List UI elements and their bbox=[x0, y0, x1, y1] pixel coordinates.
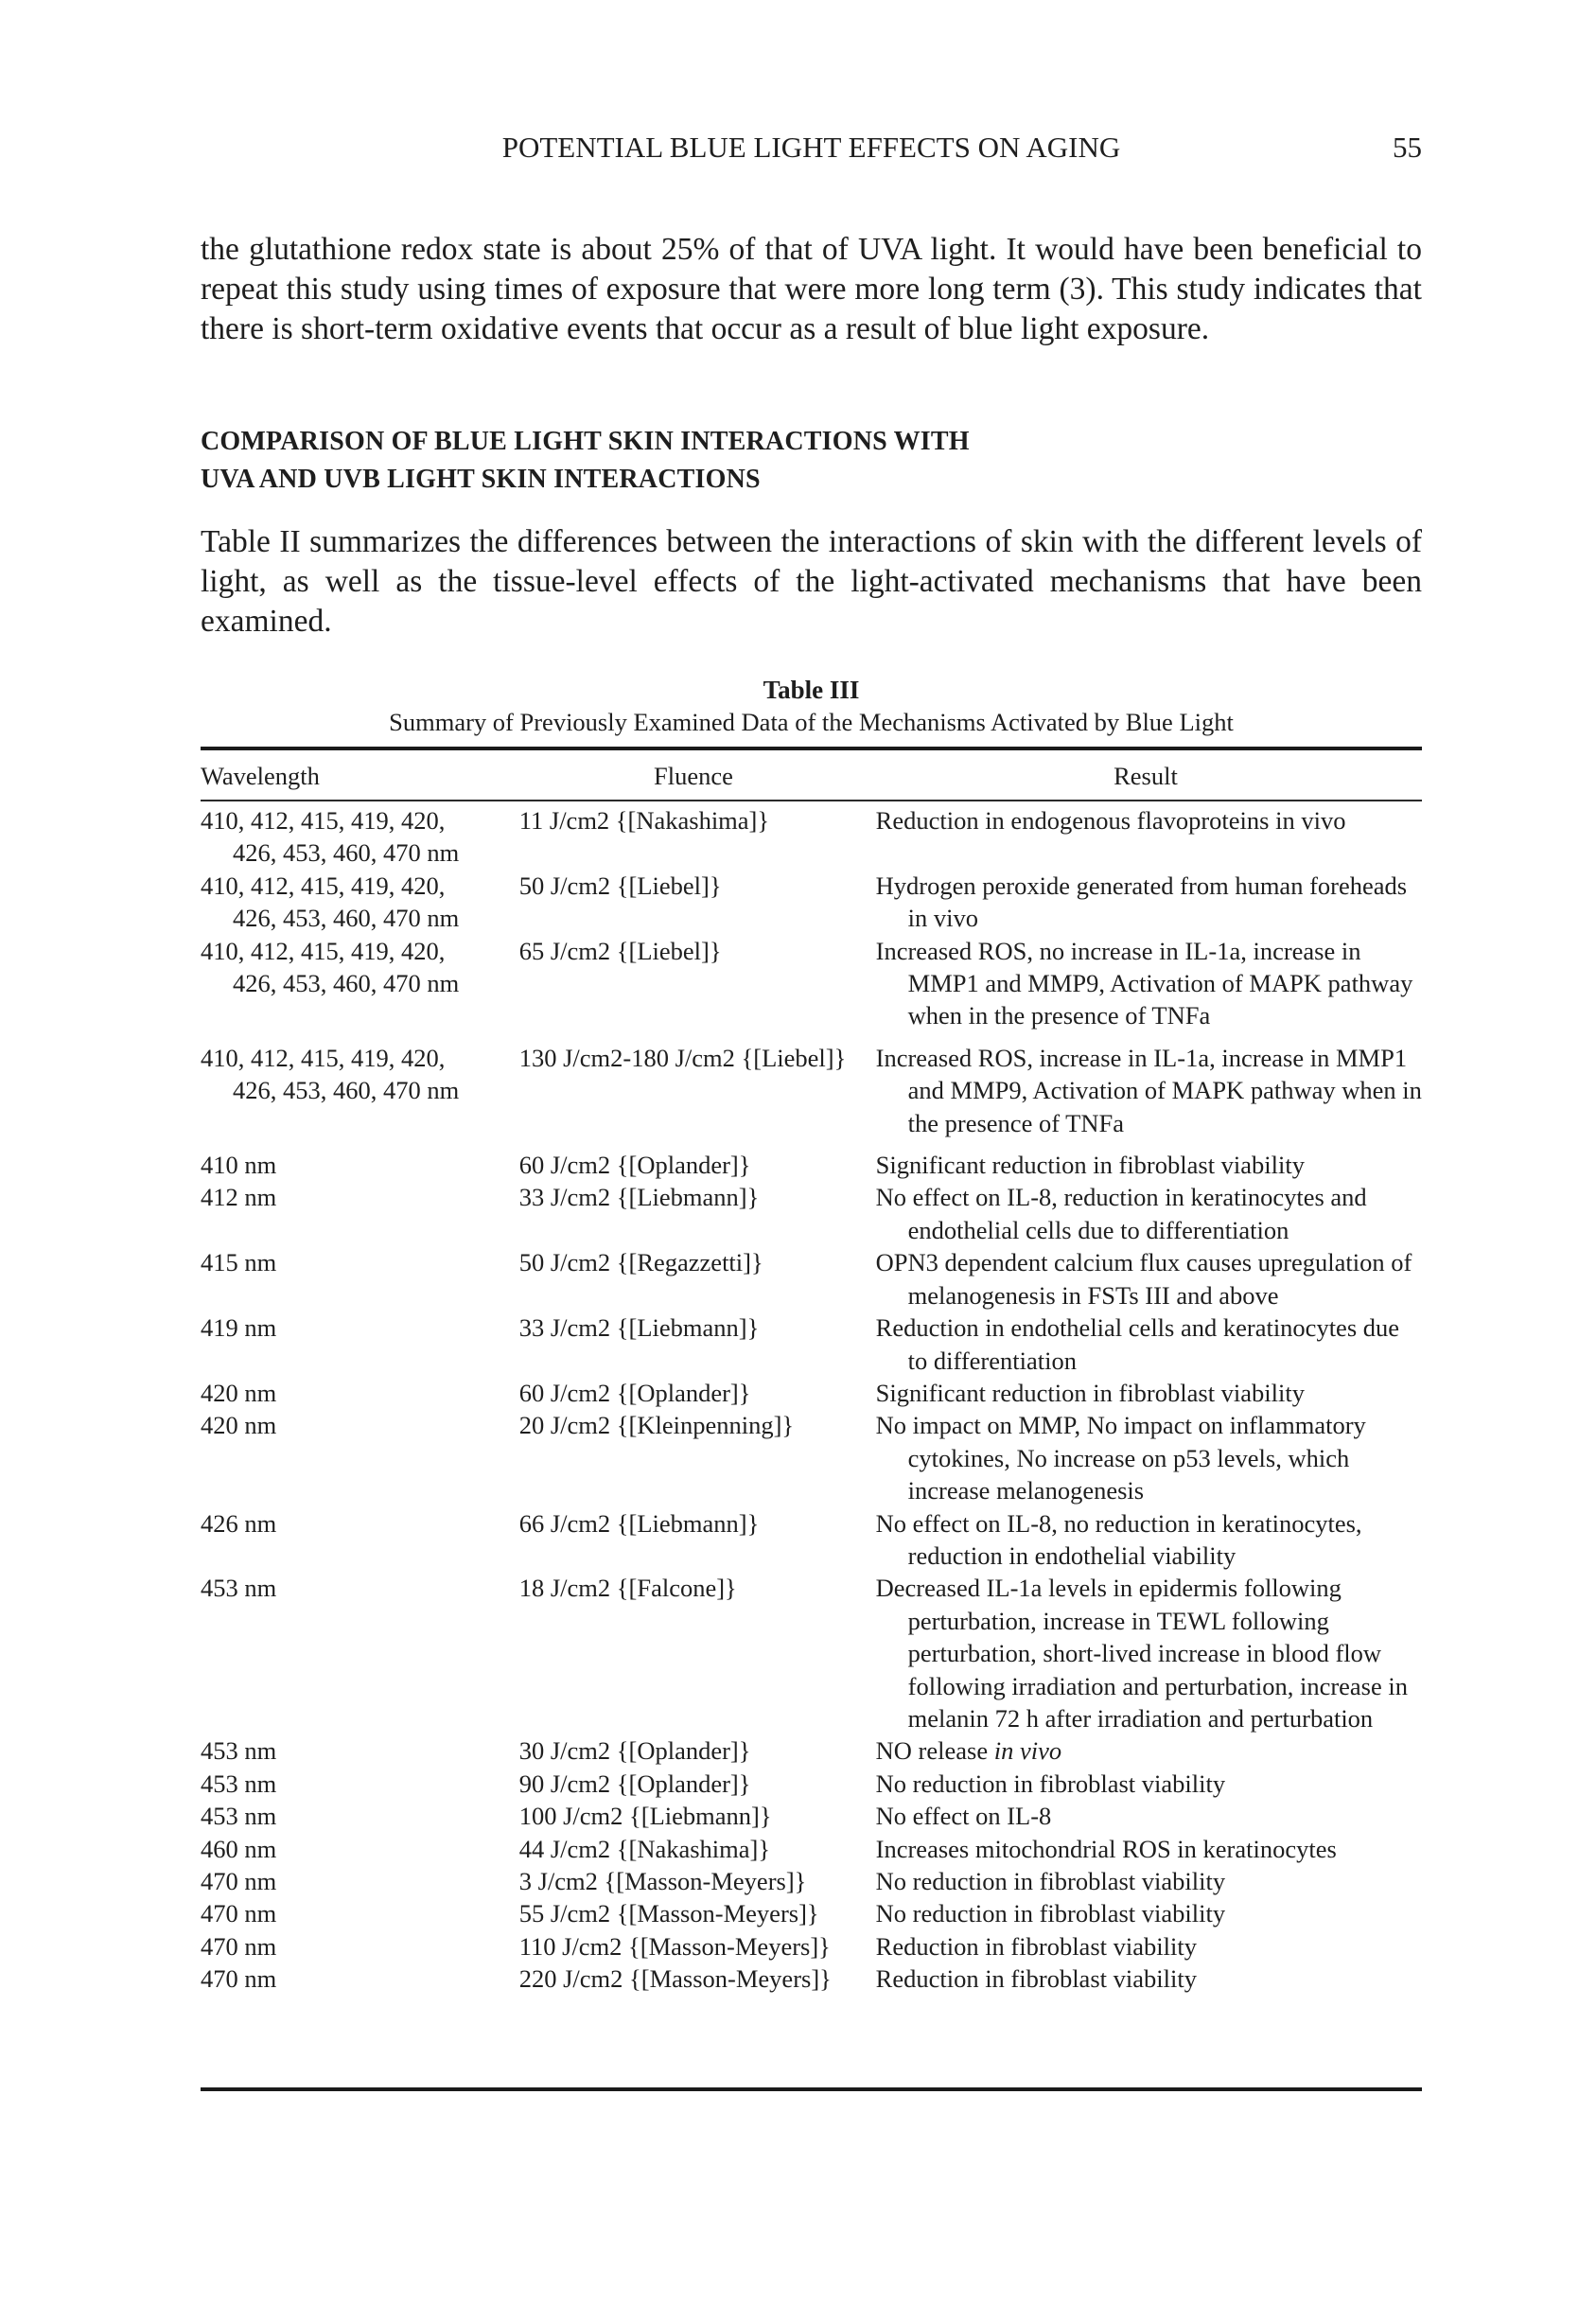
cell-fluence: 33 J/cm2 {[Liebmann]} bbox=[518, 1183, 760, 1212]
cell-wavelength-line: 426 nm bbox=[201, 1508, 277, 1538]
table-row bbox=[201, 1865, 1422, 1897]
table-title: Summary of Previously Examined Data of the Mechanisms Activated by Blue Light bbox=[389, 708, 1234, 736]
cell-wavelength-line: 412 nm bbox=[201, 1183, 277, 1212]
cell-result: No reduction in fibroblast viability bbox=[875, 1899, 1226, 1928]
cell-fluence: 65 J/cm2 {[Liebel]} bbox=[518, 936, 722, 965]
cell-fluence: 50 J/cm2 {[Liebel]} bbox=[518, 871, 722, 900]
cell-result: No effect on IL-8 bbox=[875, 1802, 1052, 1831]
table-row bbox=[201, 1897, 1422, 1929]
table-top-rule bbox=[201, 747, 1422, 750]
body-paragraph: the glutathione redox state is about 25% of that of UVA light. It would have been beneficial to repeat this study using times of exposure that were more long term (3). This study indicates that there is short-term oxidative events that occur as a result of blue light exposure. bbox=[201, 232, 1422, 346]
page-number: 55 bbox=[1393, 131, 1422, 164]
table-row bbox=[201, 1833, 1422, 1865]
table-label: Table III bbox=[763, 676, 860, 704]
cell-result: No impact on MMP, No impact on inflammatory cytokines, No increase on p53 levels, which increase melanogenesis bbox=[875, 1411, 1366, 1505]
table-row bbox=[201, 1409, 1422, 1506]
cell-result: Increased ROS, no increase in IL-1a, increase in MMP1 and MMP9, Activation of MAPK pathway when in the presence of TNFa bbox=[875, 936, 1413, 1030]
cell-result: Reduction in fibroblast viability bbox=[875, 1964, 1197, 1994]
cell-fluence: 55 J/cm2 {[Masson-Meyers]} bbox=[518, 1899, 819, 1928]
cell-fluence: 3 J/cm2 {[Masson-Meyers]} bbox=[518, 1867, 807, 1895]
cell-wavelength-line: 426, 453, 460, 470 nm bbox=[233, 904, 460, 933]
cell-wavelength bbox=[201, 1409, 519, 1506]
cell-wavelength-line: 419 nm bbox=[201, 1313, 277, 1343]
cell-fluence: 66 J/cm2 {[Liebmann]} bbox=[518, 1508, 760, 1538]
cell-fluence: 50 J/cm2 {[Regazzetti]} bbox=[518, 1248, 763, 1277]
cell-wavelength-line: 410, 412, 415, 419, 420, bbox=[201, 871, 446, 900]
table-row bbox=[201, 1768, 1422, 1800]
cell-wavelength-line: 420 nm bbox=[201, 1378, 277, 1407]
table-row bbox=[201, 1042, 1422, 1139]
cell-wavelength bbox=[201, 1897, 519, 1929]
table-row bbox=[201, 1149, 1422, 1181]
cell-wavelength bbox=[201, 935, 519, 1032]
cell-wavelength-line: 453 nm bbox=[201, 1574, 277, 1603]
cell-result: No effect on IL-8, reduction in keratinocytes and endothelial cells due to differentiation bbox=[875, 1183, 1367, 1244]
column-header-result: Result bbox=[1114, 762, 1178, 790]
cell-result: Hydrogen peroxide generated from human foreheads in vivo bbox=[875, 871, 1408, 933]
cell-result: Increased ROS, increase in IL-1a, increase in MMP1 and MMP9, Activation of MAPK pathway when in the presence of TNFa bbox=[875, 1043, 1422, 1137]
cell-wavelength bbox=[201, 1311, 519, 1377]
table-row bbox=[201, 1507, 1422, 1573]
cell-wavelength-line: 426, 453, 460, 470 nm bbox=[233, 838, 460, 868]
cell-wavelength-line: 426, 453, 460, 470 nm bbox=[233, 969, 460, 998]
section-heading bbox=[201, 423, 1422, 499]
table-header-row bbox=[201, 760, 1422, 794]
cell-wavelength bbox=[201, 1800, 519, 1832]
section-heading-line: UVA AND UVB LIGHT SKIN INTERACTIONS bbox=[201, 465, 761, 494]
cell-result: Reduction in endogenous flavoproteins in vivo bbox=[875, 806, 1346, 835]
cell-wavelength bbox=[201, 804, 519, 870]
cell-fluence: 100 J/cm2 {[Liebmann]} bbox=[518, 1802, 772, 1831]
cell-fluence: 130 J/cm2-180 J/cm2 {[Liebel]} bbox=[518, 1043, 847, 1072]
table-bottom-rule bbox=[201, 2087, 1422, 2091]
cell-fluence: 110 J/cm2 {[Masson-Meyers]} bbox=[518, 1931, 831, 1961]
table-row bbox=[201, 1734, 1422, 1767]
running-head bbox=[201, 131, 1422, 168]
table-row bbox=[201, 1963, 1422, 1995]
cell-wavelength bbox=[201, 1042, 519, 1139]
cell-result-text: NO release bbox=[875, 1736, 994, 1766]
table-row bbox=[201, 1572, 1422, 1734]
cell-wavelength-line: 410, 412, 415, 419, 420, bbox=[201, 806, 446, 835]
cell-wavelength-line: 453 nm bbox=[201, 1769, 277, 1798]
cell-wavelength bbox=[201, 1507, 519, 1573]
cell-wavelength-line: 426, 453, 460, 470 nm bbox=[233, 1076, 460, 1105]
table-caption bbox=[201, 674, 1422, 738]
cell-fluence: 44 J/cm2 {[Nakashima]} bbox=[518, 1834, 771, 1863]
cell-result: No effect on IL-8, no reduction in keratinocytes, reduction in endothelial viability bbox=[875, 1508, 1362, 1570]
cell-wavelength-line: 460 nm bbox=[201, 1834, 277, 1863]
table-row bbox=[201, 870, 1422, 935]
cell-wavelength bbox=[201, 1768, 519, 1800]
cell-result: Decreased IL-1a levels in epidermis following perturbation, increase in TEWL following perturbation, short-lived increase in blood flow following irradiation and perturbation, increase in melanin 72 h after irradiation and perturbation bbox=[875, 1574, 1408, 1733]
cell-fluence: 18 J/cm2 {[Falcone]} bbox=[518, 1574, 737, 1603]
cell-wavelength-line: 415 nm bbox=[201, 1248, 277, 1277]
cell-result: Significant reduction in fibroblast viability bbox=[875, 1151, 1306, 1180]
cell-wavelength bbox=[201, 1734, 519, 1767]
table-row bbox=[201, 1930, 1422, 1963]
cell-wavelength-line: 410 nm bbox=[201, 1151, 277, 1180]
cell-fluence: 60 J/cm2 {[Oplander]} bbox=[518, 1151, 751, 1180]
cell-wavelength bbox=[201, 1246, 519, 1311]
cell-wavelength bbox=[201, 1377, 519, 1409]
section-heading-line: COMPARISON OF BLUE LIGHT SKIN INTERACTIONS WITH bbox=[201, 427, 970, 456]
cell-wavelength bbox=[201, 1963, 519, 1995]
cell-wavelength bbox=[201, 1833, 519, 1865]
column-header-wavelength: Wavelength bbox=[201, 762, 320, 790]
table-row bbox=[201, 1377, 1422, 1409]
cell-fluence: 60 J/cm2 {[Oplander]} bbox=[518, 1378, 751, 1407]
table-row bbox=[201, 804, 1422, 870]
cell-wavelength-line: 470 nm bbox=[201, 1964, 277, 1994]
cell-wavelength bbox=[201, 1865, 519, 1897]
table-header-rule bbox=[201, 800, 1422, 801]
table-row bbox=[201, 1800, 1422, 1832]
cell-result-italic: in vivo bbox=[993, 1736, 1062, 1766]
cell-wavelength-line: 410, 412, 415, 419, 420, bbox=[201, 936, 446, 965]
cell-result: Reduction in endothelial cells and keratinocytes due to differentiation bbox=[875, 1313, 1400, 1375]
cell-wavelength-line: 470 nm bbox=[201, 1931, 277, 1961]
cell-fluence: 90 J/cm2 {[Oplander]} bbox=[518, 1769, 751, 1798]
cell-wavelength-line: 470 nm bbox=[201, 1899, 277, 1928]
body-paragraph: Table II summarizes the differences between the interactions of skin with the different levels of light, as well as the tissue-level effects of the light-activated mechanisms that have been examined. bbox=[201, 524, 1422, 639]
cell-wavelength-line: 470 nm bbox=[201, 1867, 277, 1895]
cell-fluence: 30 J/cm2 {[Oplander]} bbox=[518, 1736, 751, 1766]
cell-wavelength bbox=[201, 1149, 519, 1181]
cell-wavelength-line: 410, 412, 415, 419, 420, bbox=[201, 1043, 446, 1072]
cell-fluence: 11 J/cm2 {[Nakashima]} bbox=[518, 806, 770, 835]
cell-result: No reduction in fibroblast viability bbox=[875, 1769, 1226, 1798]
cell-result: Increases mitochondrial ROS in keratinocytes bbox=[875, 1834, 1337, 1863]
cell-fluence: 33 J/cm2 {[Liebmann]} bbox=[518, 1313, 760, 1343]
table-row bbox=[201, 1181, 1422, 1246]
cell-result: No reduction in fibroblast viability bbox=[875, 1867, 1226, 1895]
table-row bbox=[201, 935, 1422, 1032]
cell-result: OPN3 dependent calcium flux causes upregulation of melanogenesis in FSTs III and above bbox=[875, 1248, 1412, 1310]
cell-wavelength bbox=[201, 1572, 519, 1734]
cell-wavelength bbox=[201, 1181, 519, 1246]
cell-fluence: 220 J/cm2 {[Masson-Meyers]} bbox=[518, 1964, 832, 1994]
table-row bbox=[201, 1246, 1422, 1311]
cell-wavelength-line: 420 nm bbox=[201, 1411, 277, 1440]
cell-wavelength bbox=[201, 870, 519, 935]
table-row bbox=[201, 1311, 1422, 1377]
cell-wavelength-line: 453 nm bbox=[201, 1736, 277, 1766]
cell-fluence: 20 J/cm2 {[Kleinpenning]} bbox=[518, 1411, 795, 1440]
cell-wavelength-line: 453 nm bbox=[201, 1802, 277, 1831]
cell-result: Significant reduction in fibroblast viability bbox=[875, 1378, 1306, 1407]
cell-result: Reduction in fibroblast viability bbox=[875, 1931, 1197, 1961]
cell-result bbox=[876, 1734, 1422, 1767]
running-title: POTENTIAL BLUE LIGHT EFFECTS ON AGING bbox=[501, 131, 1121, 164]
column-header-fluence: Fluence bbox=[654, 762, 733, 790]
cell-wavelength bbox=[201, 1930, 519, 1963]
table-body bbox=[201, 804, 1422, 1996]
